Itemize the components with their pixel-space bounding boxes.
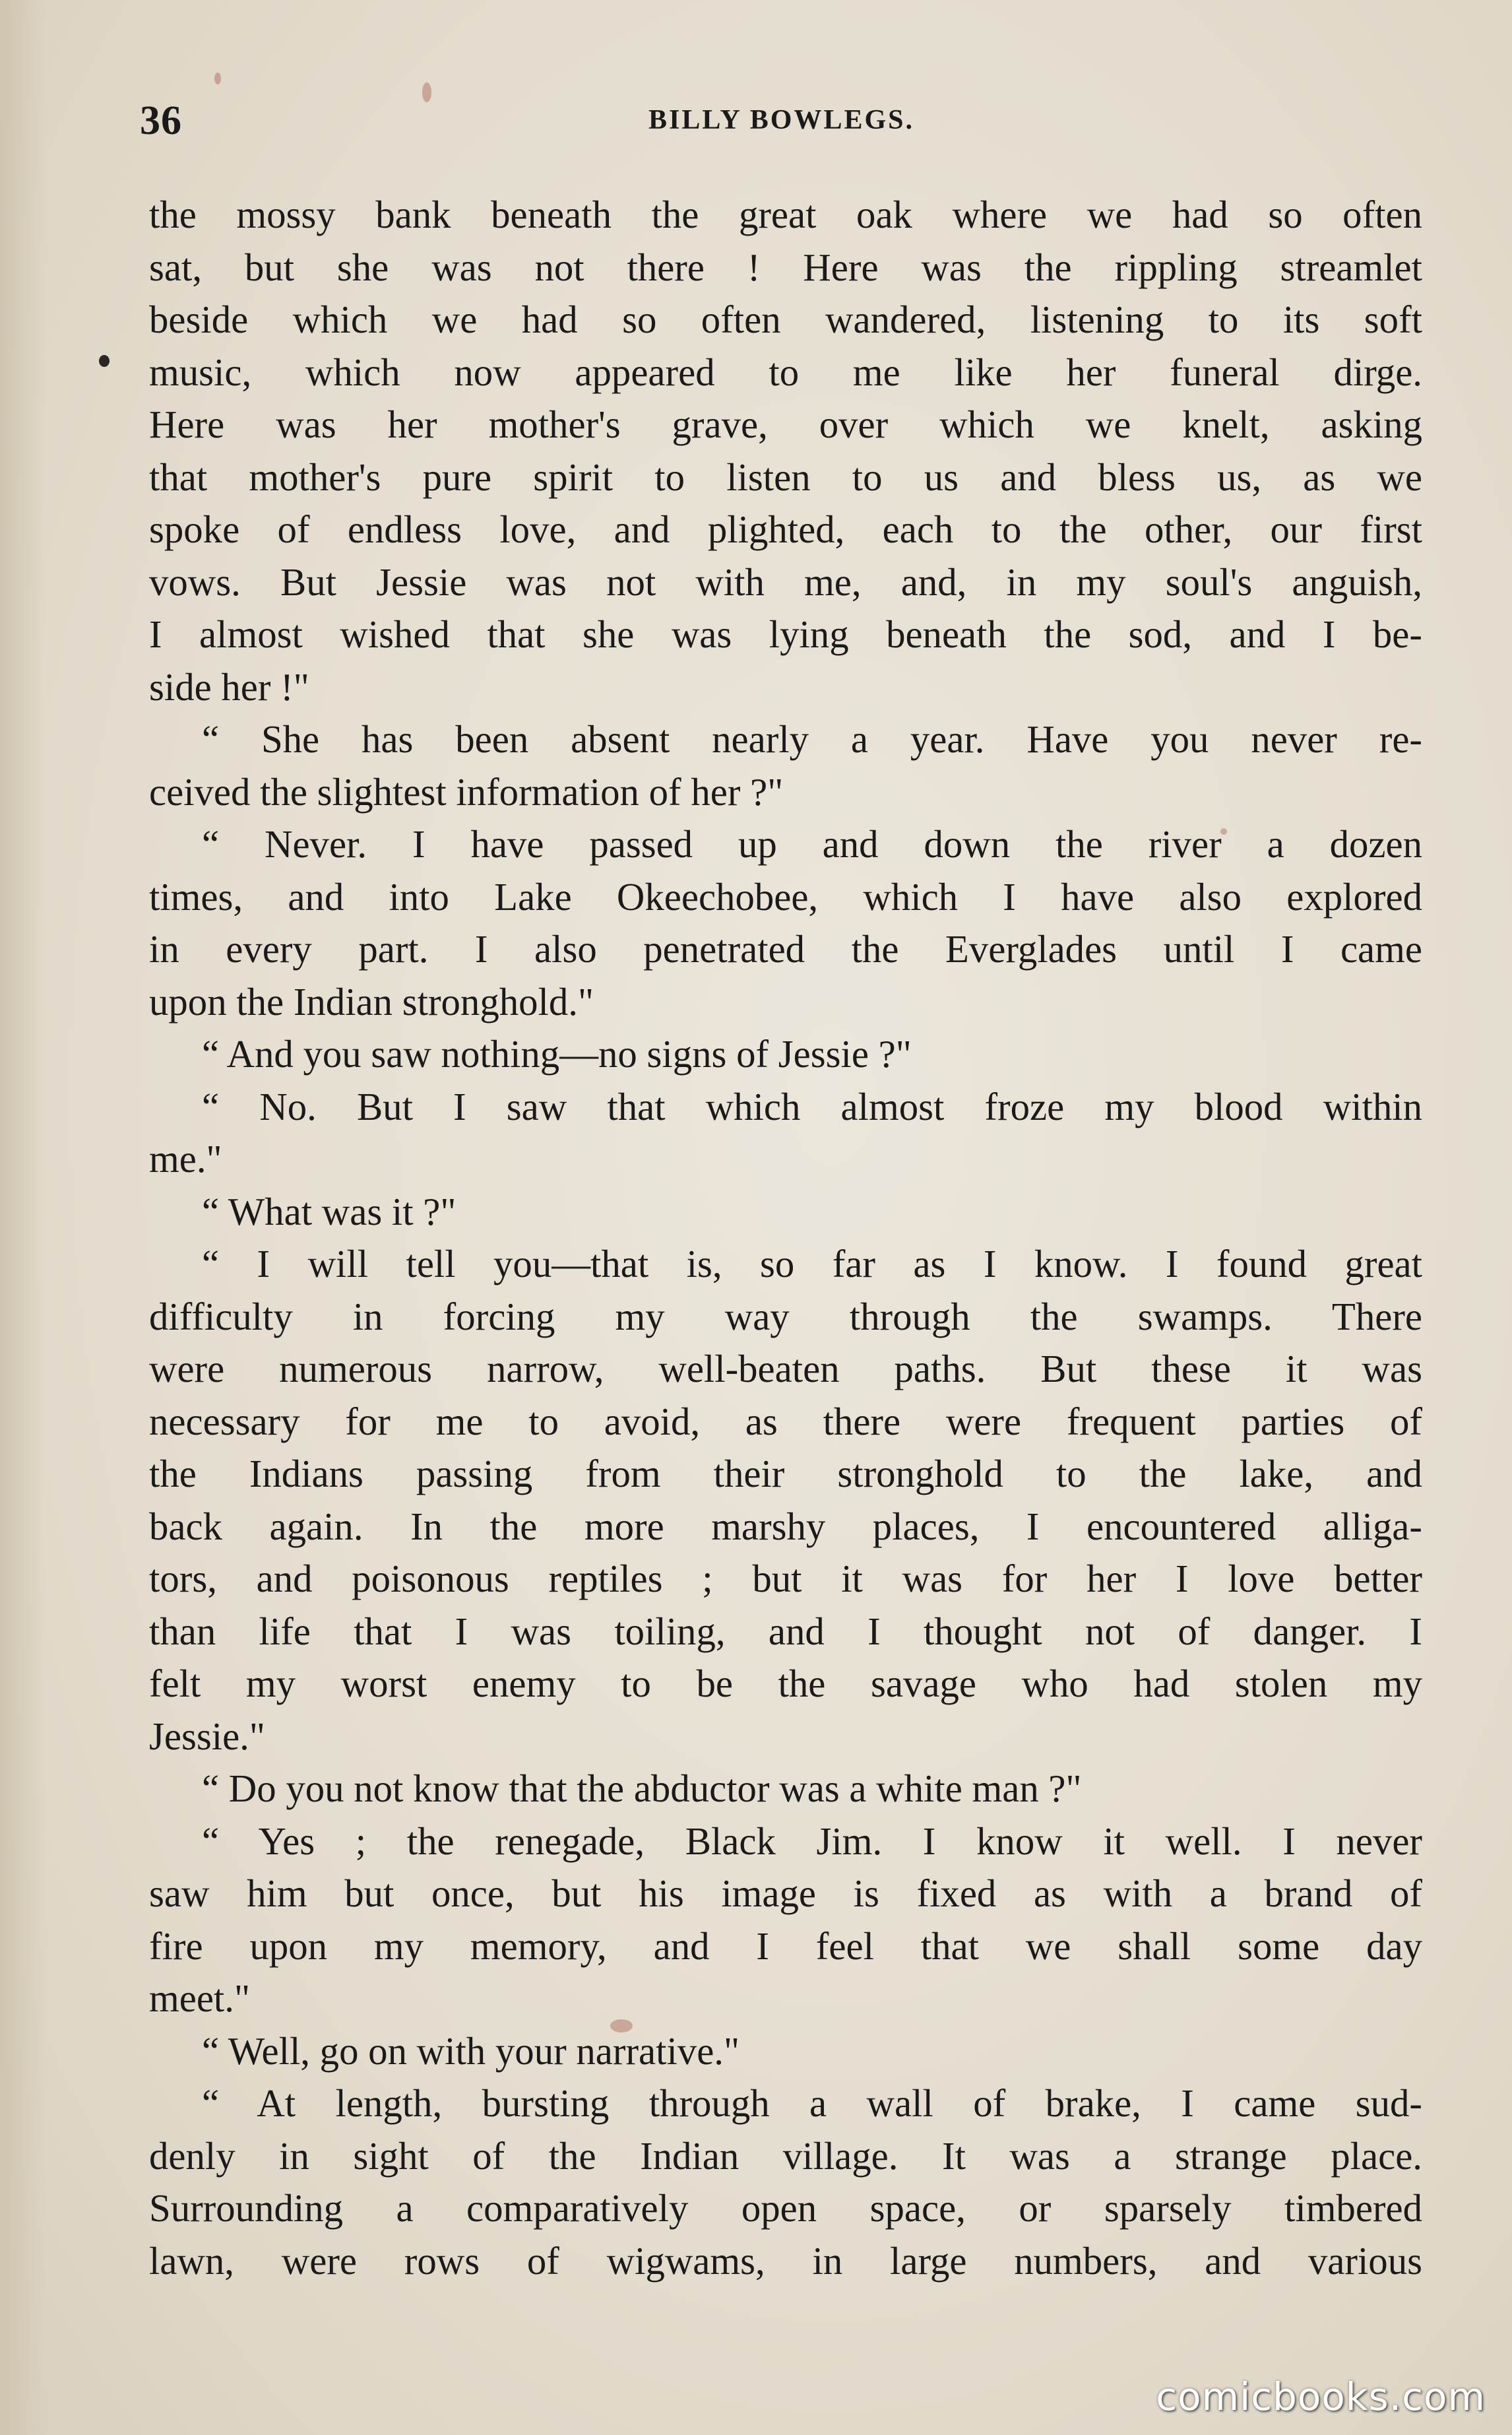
paper-stain xyxy=(422,82,431,102)
body-text xyxy=(149,189,1422,2287)
paper-stain xyxy=(214,73,221,84)
text-line: saw him but once, but his image is fixed as with a brand of xyxy=(149,1872,1422,1915)
running-head xyxy=(140,98,1423,150)
text-line: the Indians passing from their stronghold to the lake, and xyxy=(149,1452,1422,1495)
text-line: Jessie." xyxy=(149,1714,265,1758)
text-line: were numerous narrow, well-beaten paths. But these it was xyxy=(149,1347,1422,1390)
text-line: felt my worst enemy to be the savage who had stolen my xyxy=(149,1662,1422,1705)
text-line: “ And you saw nothing—no signs of Jessie ?" xyxy=(202,1033,912,1076)
text-line: fire upon my memory, and I feel that we shall some day xyxy=(149,1924,1422,1968)
text-line: “ No. But I saw that which almost froze my blood within xyxy=(202,1085,1422,1128)
text-line: times, and into Lake Okeechobee, which I have also explored xyxy=(149,875,1422,919)
text-line: ceived the slightest information of her ?" xyxy=(149,770,784,814)
text-line: “ Well, go on with your narrative." xyxy=(202,2029,740,2073)
paper-stain xyxy=(1220,828,1227,835)
text-line: “ What was it ?" xyxy=(202,1190,457,1233)
text-line: “ Yes ; the renegade, Black Jim. I know it well. I never xyxy=(202,1819,1422,1863)
text-line: the mossy bank beneath the great oak where we had so often xyxy=(149,193,1422,236)
text-line: sat, but she was not there ! Here was the rippling streamlet xyxy=(149,245,1422,289)
text-line: Here was her mother's grave, over which we knelt, asking xyxy=(149,403,1422,446)
text-line: “ I will tell you—that is, so far as I know. I found great xyxy=(202,1243,1422,1285)
text-line: beside which we had so often wandered, listening to its soft xyxy=(149,298,1422,341)
text-line: side her !" xyxy=(149,665,309,709)
text-line: meet." xyxy=(149,1977,250,2020)
text-line: “ She has been absent nearly a year. Have you never re- xyxy=(202,718,1422,761)
text-line: necessary for me to avoid, as there were frequent parties of xyxy=(149,1400,1422,1443)
site-watermark: comicbooks.com xyxy=(1156,2374,1486,2419)
text-line: “ Never. I have passed up and down the river a dozen xyxy=(202,823,1422,866)
text-line: “ At length, bursting through a wall of brake, I came sud- xyxy=(202,2082,1422,2125)
paper-stain xyxy=(610,2019,633,2032)
text-line: vows. But Jessie was not with me, and, in my soul's anguish, xyxy=(149,560,1422,604)
text-line: me." xyxy=(149,1138,222,1181)
text-line: I almost wished that she was lying beneath the sod, and I be- xyxy=(149,613,1422,656)
text-line: music, which now appeared to me like her funeral dirge. xyxy=(149,350,1422,394)
text-line: lawn, were rows of wigwams, in large numbers, and various xyxy=(149,2239,1422,2283)
ink-fleck xyxy=(99,355,110,367)
page-number: 36 xyxy=(140,98,182,143)
text-line: Surrounding a comparatively open space, or sparsely timbered xyxy=(149,2187,1422,2230)
text-line: spoke of endless love, and plighted, each to the other, our first xyxy=(149,508,1422,551)
text-line: “ Do you not know that the abductor was a white man ?" xyxy=(202,1767,1082,1810)
text-line: that mother's pure spirit to listen to us and bless us, as we xyxy=(149,455,1422,499)
text-line: denly in sight of the Indian village. It was a strange place. xyxy=(149,2134,1422,2178)
text-line: than life that I was toiling, and I thought not of danger. I xyxy=(149,1609,1422,1653)
running-title: BILLY BOWLEGS. xyxy=(648,105,915,135)
text-line: in every part. I also penetrated the Everglades until I came xyxy=(149,928,1422,971)
text-line: upon the Indian stronghold." xyxy=(149,980,594,1023)
text-line: difficulty in forcing my way through the swamps. There xyxy=(149,1295,1422,1338)
text-line: back again. In the more marshy places, I encountered alliga- xyxy=(149,1505,1422,1548)
page-edge-shadow xyxy=(0,0,46,2435)
text-line: tors, and poisonous reptiles ; but it was for her I love better xyxy=(149,1557,1422,1600)
